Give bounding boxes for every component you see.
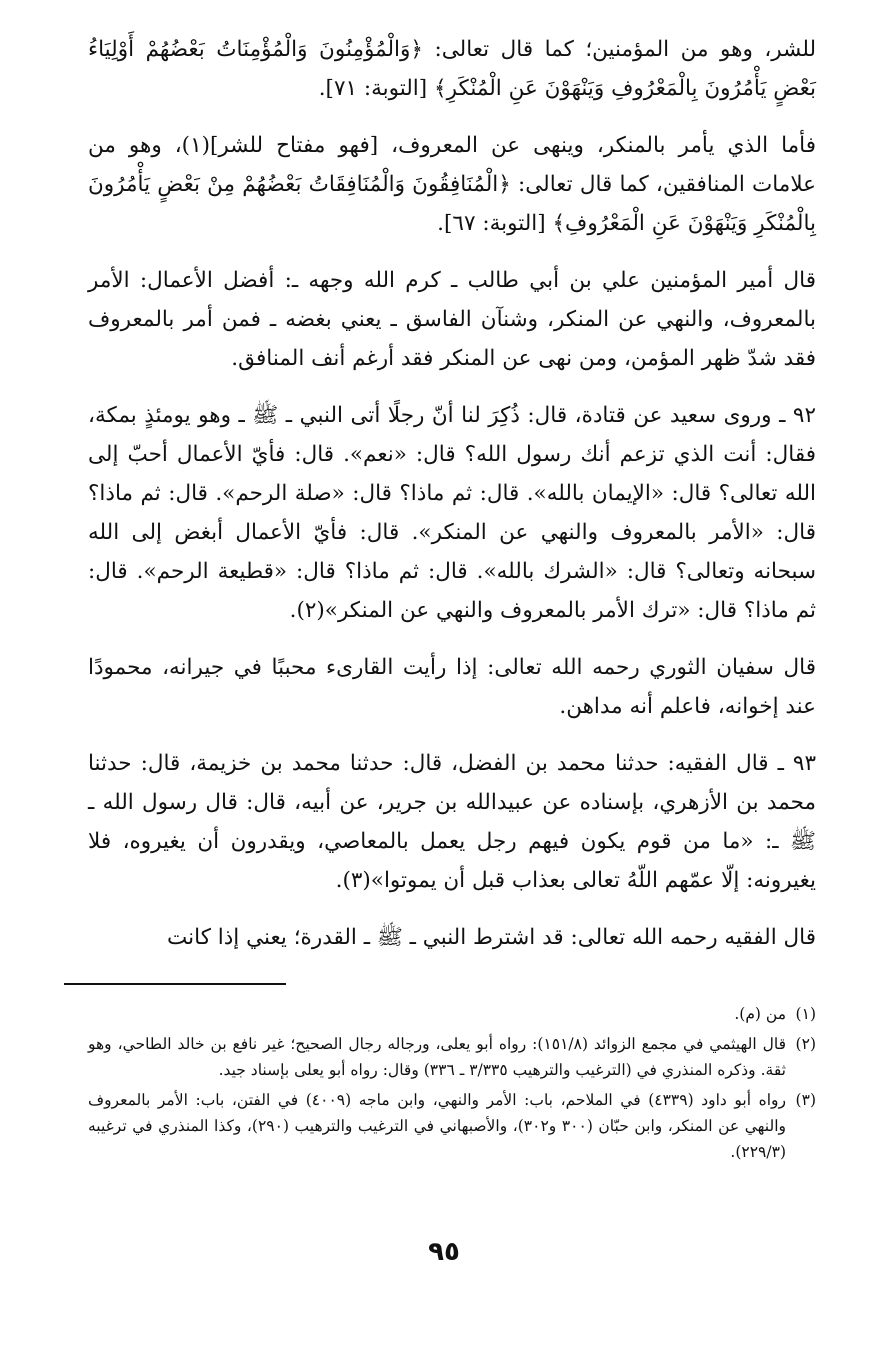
- footnotes: [88, 1001, 816, 1165]
- footnote-text: قال الهيثمي في مجمع الزوائد (١٥١/٨): رواه أبو يعلى، ورجاله رجال الصحيح؛ غير نافع بن خالد الطاحي، وهو ثقة. وذكره المنذري في (الترغيب والترهيب ٣/٣٣٥ ـ ٣٣٦) وقال: رواه أبو يعلى بإسناد جيد.: [88, 1035, 787, 1079]
- paragraph-3: قال أمير المؤمنين علي بن أبي طالب ـ كرم الله وجهه ـ: أفضل الأعمال: الأمر بالمعروف، والنهي عن المنكر، وشنآن الفاسق ـ يعني بغضه ـ فمن أمر بالمعروف فقد شدّ ظهر المؤمن، ومن نهى عن المنكر فقد أرغم أنف المنافق.: [88, 268, 816, 371]
- main-text: [88, 30, 816, 957]
- footnote-2: [88, 1031, 816, 1083]
- footnote-separator: [64, 983, 286, 985]
- paragraph-2: فأما الذي يأمر بالمنكر، وينهى عن المعروف، [فهو مفتاح للشر](١)، وهو من علامات المنافقين، كما قال تعالى: ﴿الْمُنَافِقُونَ وَالْمُنَافِقَاتُ بَعْضُهُمْ مِنْ بَعْضٍ يَأْمُرُونَ بِالْمُنْكَرِ وَيَنْهَوْنَ عَنِ الْمَعْرُوفِ﴾ [التوبة: ٦٧].: [88, 133, 816, 236]
- paragraph-5: قال سفيان الثوري رحمه الله تعالى: إذا رأيت القارىء محببًا في جيرانه، محمودًا عند إخوانه، فاعلم أنه مداهن.: [88, 655, 816, 719]
- paragraph-7: قال الفقيه رحمه الله تعالى: قد اشترط النبي ـ ﷺ ـ القدرة؛ يعني إذا كانت: [167, 925, 816, 950]
- footnote-text: رواه أبو داود (٤٣٣٩) في الملاحم، باب: الأمر والنهي، وابن ماجه (٤٠٠٩) في الفتن، باب: الأمر بالمعروف والنهي عن المنكر، وابن حبّان (٣٠٠ و٣٠٢)، والأصبهاني في الترغيب والترهيب (٢٩٠)، وكذا المنذري في ترغيبه (٢٢٩/٣).: [88, 1091, 786, 1161]
- footnote-text: من (م).: [734, 1005, 786, 1023]
- paragraph-1: للشر، وهو من المؤمنين؛ كما قال تعالى: ﴿وَالْمُؤْمِنُونَ وَالْمُؤْمِنَاتُ بَعْضُهُمْ أَوْلِيَاءُ بَعْضٍ يَأْمُرُونَ بِالْمَعْرُوفِ وَيَنْهَوْنَ عَنِ الْمُنْكَرِ﴾ [التوبة: ٧١].: [88, 37, 816, 101]
- footnote-number: (١): [795, 1005, 816, 1023]
- footnote-number: (٢): [795, 1035, 816, 1053]
- footnote-1: [88, 1001, 816, 1027]
- paragraph-4-hadith-92: ٩٢ ـ وروى سعيد عن قتادة، قال: ذُكِرَ لنا أنّ رجلًا أتى النبي ـ ﷺ ـ وهو يومئذٍ بمكة، فقال: أنت الذي تزعم أنك رسول الله؟ قال: «نعم». قال: فأيّ الأعمال أحبّ إلى الله تعالى؟ قال: «الإيمان بالله». قال: ثم ماذا؟ قال: «صلة الرحم». قال: ثم ماذا؟ قال: «الأمر بالمعروف والنهي عن المنكر». قال: فأيّ الأعمال أبغض إلى الله سبحانه وتعالى؟ قال: «الشرك بالله». قال: ثم ماذا؟ قال: «قطيعة الرحم». قال: ثم ماذا؟ قال: «ترك الأمر بالمعروف والنهي عن المنكر»(٢).: [88, 403, 816, 623]
- page-number: ٩٥: [428, 1237, 460, 1267]
- paragraph-6-hadith-93: ٩٣ ـ قال الفقيه: حدثنا محمد بن الفضل، قال: حدثنا محمد بن خزيمة، قال: حدثنا محمد بن الأزهري، بإسناده عن عبيدالله بن جرير، عن أبيه، قال: قال رسول الله ـ ﷺ ـ: «ما من قوم يكون فيهم رجل يعمل بالمعاصي، ويقدرون أن يغيروه، فلا يغيرونه: إلّا عمّهم اللّهُ تعالى بعذاب قبل أن يموتوا»(٣).: [88, 751, 816, 893]
- footnote-3: [88, 1087, 816, 1165]
- footnote-number: (٣): [795, 1091, 816, 1109]
